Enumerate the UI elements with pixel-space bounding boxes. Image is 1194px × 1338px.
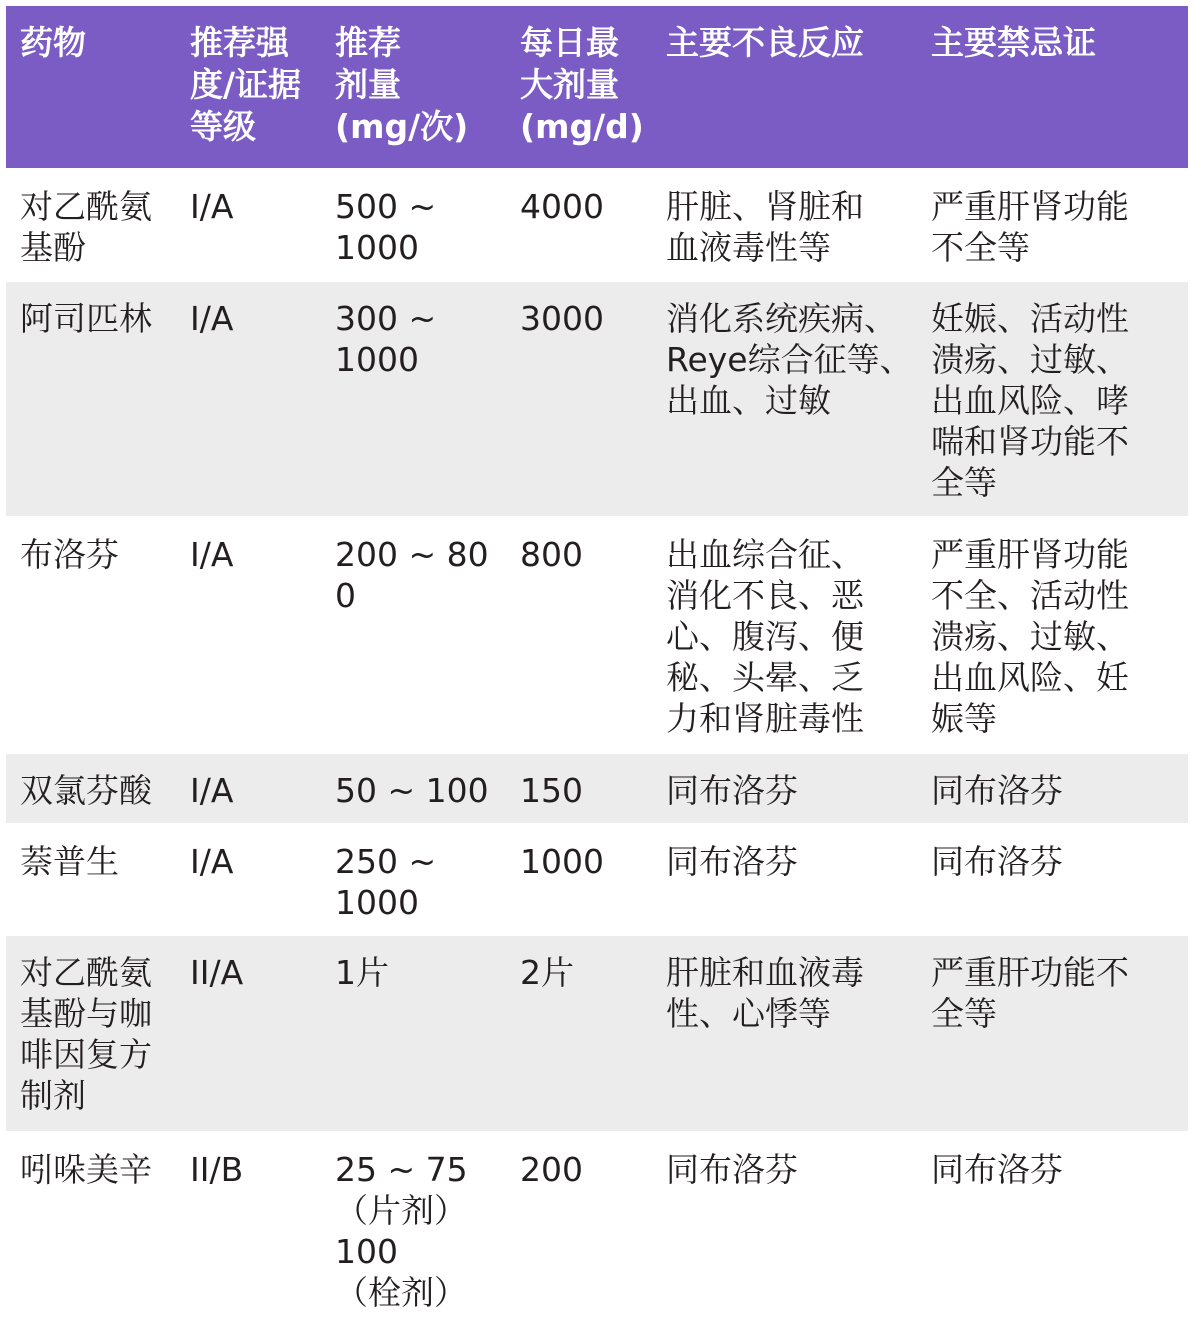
- cell-dose-line: （片剂）: [335, 1191, 467, 1230]
- cell-drug: [6, 518, 176, 752]
- cell-contra-line: 溃疡、过敏、: [931, 340, 1129, 379]
- cell-drug-line: 对乙酰氨: [20, 187, 152, 226]
- header-drug: [6, 6, 176, 168]
- cell-adverse: [652, 936, 917, 1131]
- cell-grade-line: I/A: [190, 187, 234, 226]
- cell-adverse: [652, 282, 917, 516]
- header-dose-line: (mg/次): [335, 107, 469, 146]
- cell-adverse-line: 消化系统疾病、: [666, 299, 897, 338]
- cell-dose: [321, 1133, 506, 1336]
- cell-adverse-line: 肝脏和血液毒: [666, 953, 864, 992]
- cell-adverse: [652, 1133, 917, 1336]
- cell-dose-line: 100: [335, 1232, 398, 1271]
- cell-dose-line: 500 ~: [335, 187, 437, 226]
- header-drug-line: 药物: [20, 23, 86, 62]
- cell-drug-line: 基酚: [20, 228, 86, 267]
- drug-table: [6, 6, 1188, 1338]
- header-max-line: 大剂量: [520, 65, 619, 104]
- cell-max-dose: [506, 1133, 652, 1336]
- cell-adverse-line: 心、腹泻、便: [666, 617, 864, 656]
- header-max-dose: [506, 6, 652, 168]
- cell-max-dose: [506, 518, 652, 752]
- cell-contra-line: 全等: [931, 463, 997, 502]
- cell-adverse-line: 肝脏、肾脏和: [666, 187, 864, 226]
- cell-contra-line: 妊娠、活动性: [931, 299, 1129, 338]
- table-row: [6, 936, 1188, 1133]
- cell-dose-line: 250 ~: [335, 842, 437, 881]
- cell-contra-line: 出血风险、妊: [931, 658, 1129, 697]
- cell-grade-line: II/B: [190, 1150, 244, 1189]
- header-dose-line: 推荐: [335, 23, 401, 62]
- cell-dose: [321, 170, 506, 280]
- header-max-line: 每日最: [520, 23, 619, 62]
- cell-dose: [321, 518, 506, 752]
- table-row: [6, 518, 1188, 754]
- cell-dose-line: 25 ~ 75: [335, 1150, 468, 1189]
- cell-adverse-line: 同布洛芬: [666, 1150, 798, 1189]
- header-grade: [176, 6, 321, 168]
- cell-contra: [917, 170, 1188, 280]
- cell-dose: [321, 282, 506, 516]
- header-adverse: [652, 6, 917, 168]
- cell-grade: [176, 170, 321, 280]
- cell-contra-line: 娠等: [931, 699, 997, 738]
- cell-max-dose-line: 4000: [520, 187, 604, 226]
- cell-adverse-line: 同布洛芬: [666, 771, 798, 810]
- table-row: [6, 282, 1188, 518]
- header-adverse-line: 主要不良反应: [666, 23, 864, 62]
- cell-dose-line: （栓剂）: [335, 1273, 467, 1312]
- cell-dose-line: 1片: [335, 953, 389, 992]
- cell-adverse: [652, 754, 917, 823]
- table-header: [6, 6, 1188, 170]
- cell-drug-line: 基酚与咖: [20, 994, 152, 1033]
- cell-dose: [321, 825, 506, 934]
- cell-adverse: [652, 825, 917, 934]
- header-max-line: (mg/d): [520, 107, 644, 146]
- cell-drug-line: 对乙酰氨: [20, 953, 152, 992]
- cell-grade: [176, 518, 321, 752]
- cell-contra-line: 严重肝肾功能: [931, 535, 1129, 574]
- cell-grade: [176, 1133, 321, 1336]
- cell-max-dose-line: 800: [520, 535, 583, 574]
- cell-contra-line: 同布洛芬: [931, 771, 1063, 810]
- cell-contra: [917, 282, 1188, 516]
- header-contra-line: 主要禁忌证: [931, 23, 1096, 62]
- cell-max-dose-line: 150: [520, 771, 583, 810]
- cell-dose: [321, 936, 506, 1131]
- cell-grade-line: II/A: [190, 953, 244, 992]
- cell-contra-line: 不全等: [931, 228, 1030, 267]
- cell-drug: [6, 170, 176, 280]
- cell-adverse-line: 消化不良、恶: [666, 576, 864, 615]
- cell-dose-line: 300 ~: [335, 299, 437, 338]
- header-dose: [321, 6, 506, 168]
- cell-max-dose-line: 200: [520, 1150, 583, 1189]
- cell-contra-line: 严重肝功能不: [931, 953, 1129, 992]
- cell-dose-line: 200 ~ 800: [335, 535, 489, 615]
- table-row: [6, 825, 1188, 936]
- cell-adverse: [652, 170, 917, 280]
- cell-grade: [176, 936, 321, 1131]
- cell-dose: [321, 754, 506, 823]
- cell-contra: [917, 936, 1188, 1131]
- cell-drug: [6, 825, 176, 934]
- cell-grade: [176, 754, 321, 823]
- cell-contra-line: 不全、活动性: [931, 576, 1129, 615]
- cell-drug: [6, 754, 176, 823]
- table-row: [6, 170, 1188, 282]
- table-row: [6, 754, 1188, 825]
- cell-grade-line: I/A: [190, 535, 234, 574]
- cell-contra-line: 出血风险、哮: [931, 381, 1129, 420]
- cell-adverse-line: 性、心悸等: [666, 994, 831, 1033]
- cell-drug-line: 制剂: [20, 1076, 86, 1115]
- cell-max-dose: [506, 825, 652, 934]
- cell-contra-line: 喘和肾功能不: [931, 422, 1129, 461]
- cell-dose-line: 1000: [335, 883, 419, 922]
- cell-drug: [6, 1133, 176, 1336]
- cell-dose-line: 1000: [335, 340, 419, 379]
- cell-adverse-line: 出血、过敏: [666, 381, 831, 420]
- header-grade-line: 度/证据: [190, 65, 302, 104]
- header-contra: [917, 6, 1188, 168]
- cell-drug-line: 阿司匹林: [20, 299, 152, 338]
- cell-contra: [917, 825, 1188, 934]
- cell-adverse-line: 力和肾脏毒性: [666, 699, 864, 738]
- cell-drug: [6, 282, 176, 516]
- cell-adverse-line: 出血综合征、: [666, 535, 864, 574]
- cell-contra-line: 溃疡、过敏、: [931, 617, 1129, 656]
- cell-max-dose: [506, 754, 652, 823]
- header-grade-line: 推荐强: [190, 23, 289, 62]
- table-body: [6, 170, 1188, 1338]
- header-grade-line: 等级: [190, 107, 256, 146]
- cell-adverse: [652, 518, 917, 752]
- header-dose-line: 剂量: [335, 65, 401, 104]
- cell-grade-line: I/A: [190, 771, 234, 810]
- cell-dose-line: 1000: [335, 228, 419, 267]
- cell-contra-line: 严重肝肾功能: [931, 187, 1129, 226]
- cell-drug-line: 萘普生: [20, 842, 119, 881]
- cell-grade: [176, 825, 321, 934]
- cell-max-dose: [506, 936, 652, 1131]
- cell-grade: [176, 282, 321, 516]
- cell-max-dose-line: 1000: [520, 842, 604, 881]
- cell-contra: [917, 1133, 1188, 1336]
- cell-grade-line: I/A: [190, 842, 234, 881]
- cell-max-dose: [506, 282, 652, 516]
- cell-adverse-line: 血液毒性等: [666, 228, 831, 267]
- cell-adverse-line: Reye综合征等、: [666, 340, 913, 379]
- cell-drug-line: 双氯芬酸: [20, 771, 152, 810]
- table-row: [6, 1133, 1188, 1338]
- cell-contra: [917, 754, 1188, 823]
- cell-drug-line: 布洛芬: [20, 535, 119, 574]
- cell-adverse-line: 同布洛芬: [666, 842, 798, 881]
- cell-contra: [917, 518, 1188, 752]
- cell-drug-line: 啡因复方: [20, 1035, 152, 1074]
- cell-drug-line: 吲哚美辛: [20, 1150, 152, 1189]
- cell-adverse-line: 秘、头晕、乏: [666, 658, 864, 697]
- cell-contra-line: 同布洛芬: [931, 842, 1063, 881]
- cell-max-dose-line: 2片: [520, 953, 574, 992]
- cell-contra-line: 同布洛芬: [931, 1150, 1063, 1189]
- cell-drug: [6, 936, 176, 1131]
- cell-max-dose: [506, 170, 652, 280]
- cell-grade-line: I/A: [190, 299, 234, 338]
- cell-contra-line: 全等: [931, 994, 997, 1033]
- cell-dose-line: 50 ~ 100: [335, 771, 489, 810]
- cell-max-dose-line: 3000: [520, 299, 604, 338]
